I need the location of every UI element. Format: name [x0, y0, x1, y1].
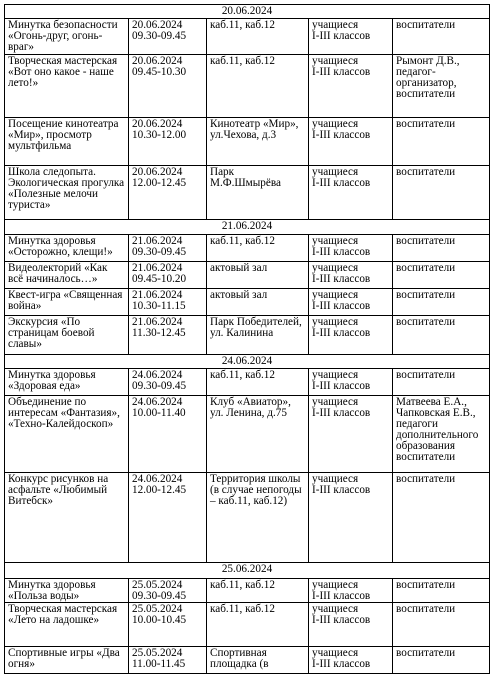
participants-cell: учащиеся I-III классов: [309, 235, 393, 262]
table-row: [5, 235, 490, 262]
datetime-cell: 21.06.2024 09.45-10.20: [129, 262, 207, 289]
datetime-cell: 21.06.2024 09.30-09.45: [129, 235, 207, 262]
event-cell: Объединение по интересам «Фантазия», «Техно-Калейдоскоп»: [5, 396, 129, 473]
datetime-cell: 20.06.2024 12.00-12.45: [129, 166, 207, 220]
participants-cell: учащиеся I-III классов: [309, 369, 393, 396]
event-cell: Минутка безопасности «Огонь-друг, огонь-враг»: [5, 19, 129, 55]
responsible-cell: воспитатели: [393, 118, 490, 166]
event-cell: Экскурсия «По страницам боевой славы»: [5, 316, 129, 355]
responsible-cell: воспитатели: [393, 473, 490, 563]
table-row: [5, 369, 490, 396]
participants-cell: учащиеся I-III классов: [309, 396, 393, 473]
section-date-row: [5, 563, 490, 579]
responsible-cell: воспитатели: [393, 166, 490, 220]
table-row: [5, 647, 490, 674]
event-cell: Квест-игра «Священная война»: [5, 289, 129, 316]
event-cell: Конкурс рисунков на асфальте «Любимый Витебск»: [5, 473, 129, 563]
event-cell: Посещение кинотеатра «Мир», просмотр мультфильма: [5, 118, 129, 166]
responsible-cell: воспитатели: [393, 19, 490, 55]
place-cell: каб.11, каб.12: [207, 55, 309, 118]
datetime-cell: 20.06.2024 10.30-12.00: [129, 118, 207, 166]
participants-cell: учащиеся I-III классов: [309, 166, 393, 220]
place-cell: Спортивная площадка (в: [207, 647, 309, 674]
table-row: [5, 262, 490, 289]
section-date: 24.06.2024: [5, 355, 490, 369]
responsible-cell: воспитатели: [393, 579, 490, 603]
event-cell: Творческая мастерская «Лето на ладошке»: [5, 603, 129, 647]
place-cell: Клуб «Авиатор», ул. Ленина, д.75: [207, 396, 309, 473]
place-cell: каб.11, каб.12: [207, 579, 309, 603]
table-row: [5, 118, 490, 166]
place-cell: каб.11, каб.12: [207, 369, 309, 396]
participants-cell: учащиеся I-III классов: [309, 647, 393, 674]
event-cell: Спортивные игры «Два огня»: [5, 647, 129, 674]
datetime-cell: 25.05.2024 11.00-11.45: [129, 647, 207, 674]
event-cell: Минутка здоровья «Осторожно, клещи!»: [5, 235, 129, 262]
event-cell: Минутка здоровья «Польза воды»: [5, 579, 129, 603]
participants-cell: учащиеся I-III классов: [309, 316, 393, 355]
event-cell: Школа следопыта. Экологическая прогулка «Полезные мелочи туриста»: [5, 166, 129, 220]
responsible-cell: воспитатели: [393, 262, 490, 289]
participants-cell: учащиеся I-III классов: [309, 19, 393, 55]
place-cell: актовый зал: [207, 262, 309, 289]
place-cell: каб.11, каб.12: [207, 19, 309, 55]
datetime-cell: 25.05.2024 09.30-09.45: [129, 579, 207, 603]
section-date: 21.06.2024: [5, 220, 490, 235]
datetime-cell: 20.06.2024 09.45-10.30: [129, 55, 207, 118]
place-cell: актовый зал: [207, 289, 309, 316]
section-date-row: [5, 355, 490, 369]
responsible-cell: воспитатели: [393, 369, 490, 396]
place-cell: Территория школы (в случае непогоды – каб.11, каб.12): [207, 473, 309, 563]
event-cell: Минутка здоровья «Здоровая еда»: [5, 369, 129, 396]
place-cell: Парк М.Ф.Шмырёва: [207, 166, 309, 220]
responsible-cell: воспитатели: [393, 647, 490, 674]
schedule-body: [5, 5, 490, 674]
participants-cell: учащиеся I-III классов: [309, 473, 393, 563]
participants-cell: учащиеся I-III классов: [309, 118, 393, 166]
responsible-cell: Рымонт Д.В., педагог-организатор, воспитатели: [393, 55, 490, 118]
section-date-row: [5, 5, 490, 19]
event-cell: Видеолекторий «Как всё начиналось…»: [5, 262, 129, 289]
table-row: [5, 579, 490, 603]
datetime-cell: 21.06.2024 11.30-12.45: [129, 316, 207, 355]
table-row: [5, 603, 490, 647]
datetime-cell: 24.06.2024 09.30-09.45: [129, 369, 207, 396]
table-row: [5, 316, 490, 355]
place-cell: каб.11, каб.12: [207, 603, 309, 647]
participants-cell: учащиеся I-III классов: [309, 289, 393, 316]
table-row: [5, 19, 490, 55]
responsible-cell: Матвеева Е.А., Чапковская Е.В., педагоги дополнительного образования воспитатели: [393, 396, 490, 473]
section-date: 25.06.2024: [5, 563, 490, 579]
table-row: [5, 289, 490, 316]
datetime-cell: 24.06.2024 12.00-12.45: [129, 473, 207, 563]
table-row: [5, 166, 490, 220]
participants-cell: учащиеся I-III классов: [309, 579, 393, 603]
table-row: [5, 55, 490, 118]
place-cell: Кинотеатр «Мир», ул.Чехова, д.3: [207, 118, 309, 166]
table-row: [5, 396, 490, 473]
responsible-cell: воспитатели: [393, 316, 490, 355]
place-cell: каб.11, каб.12: [207, 235, 309, 262]
responsible-cell: воспитатели: [393, 289, 490, 316]
schedule-table: [4, 4, 490, 674]
place-cell: Парк Победителей, ул. Калинина: [207, 316, 309, 355]
participants-cell: учащиеся I-III классов: [309, 55, 393, 118]
section-date: 20.06.2024: [5, 5, 490, 19]
datetime-cell: 21.06.2024 10.30-11.15: [129, 289, 207, 316]
responsible-cell: воспитатели: [393, 603, 490, 647]
participants-cell: учащиеся I-III классов: [309, 603, 393, 647]
participants-cell: учащиеся I-III классов: [309, 262, 393, 289]
table-row: [5, 473, 490, 563]
datetime-cell: 25.05.2024 10.00-10.45: [129, 603, 207, 647]
responsible-cell: воспитатели: [393, 235, 490, 262]
datetime-cell: 20.06.2024 09.30-09.45: [129, 19, 207, 55]
datetime-cell: 24.06.2024 10.00-11.40: [129, 396, 207, 473]
section-date-row: [5, 220, 490, 235]
event-cell: Творческая мастерская «Вот оно какое - наше лето!»: [5, 55, 129, 118]
